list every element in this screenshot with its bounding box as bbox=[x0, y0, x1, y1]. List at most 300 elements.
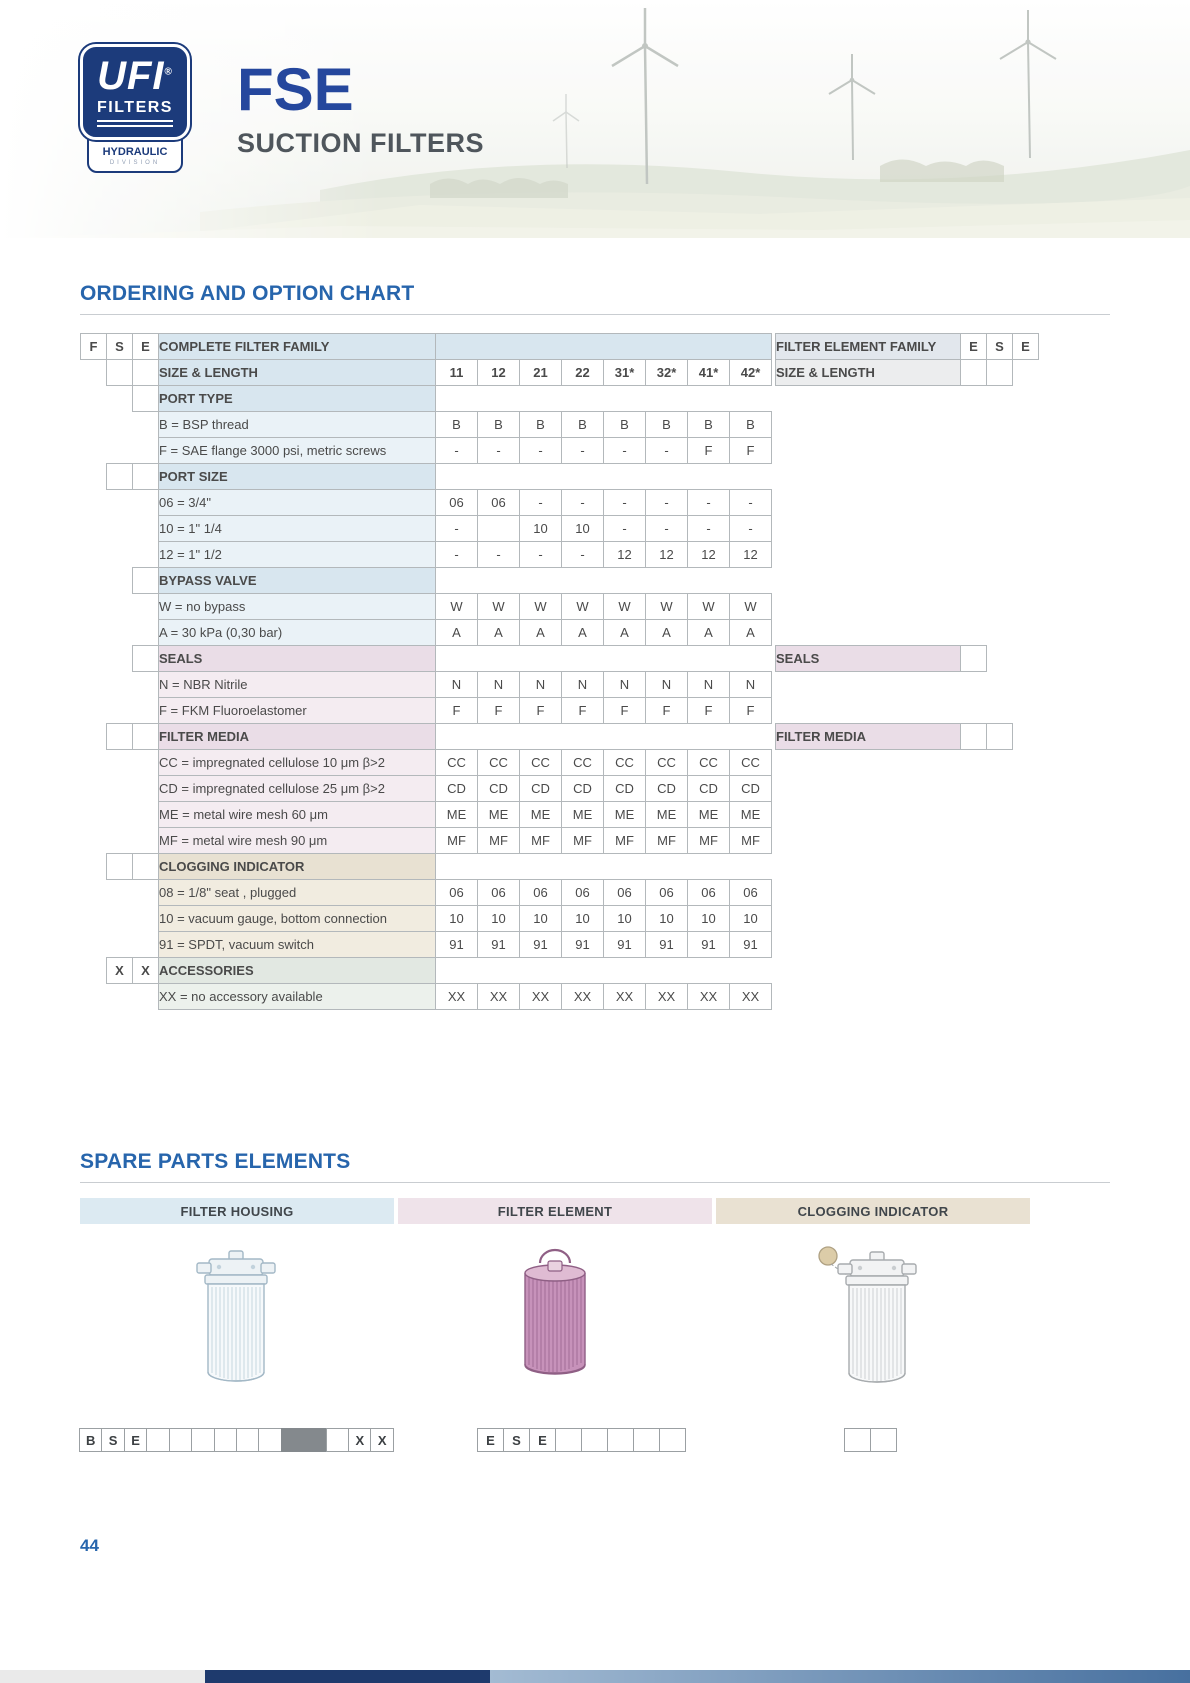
right-size-label: SIZE & LENGTH bbox=[776, 360, 961, 386]
code-cell bbox=[844, 1428, 871, 1452]
slot-spacer bbox=[81, 620, 107, 646]
option-label: W = no bypass bbox=[159, 594, 436, 620]
code-slot bbox=[133, 568, 159, 594]
ufi-logo-brand: UFI® bbox=[97, 54, 173, 98]
right-code-slot bbox=[961, 360, 987, 386]
value-cell: CD bbox=[646, 776, 688, 802]
value-cell: 12 bbox=[730, 542, 772, 568]
code-slot bbox=[107, 360, 133, 386]
chart-row bbox=[81, 386, 1039, 412]
ordering-chart-title: ORDERING AND OPTION CHART bbox=[80, 282, 415, 305]
right-section-label: FILTER MEDIA bbox=[776, 724, 961, 750]
code-cell bbox=[633, 1428, 660, 1452]
slot-spacer bbox=[107, 542, 133, 568]
value-cell: N bbox=[646, 672, 688, 698]
slot-spacer bbox=[133, 516, 159, 542]
slot-spacer bbox=[107, 932, 133, 958]
right-code-slot bbox=[961, 646, 987, 672]
slot-spacer bbox=[81, 516, 107, 542]
value-cell: W bbox=[478, 594, 520, 620]
chart-row bbox=[81, 698, 1039, 724]
value-cell: - bbox=[604, 516, 646, 542]
option-label: F = SAE flange 3000 psi, metric screws bbox=[159, 438, 436, 464]
slot-spacer bbox=[81, 828, 107, 854]
chart-row bbox=[81, 438, 1039, 464]
slot-spacer bbox=[81, 360, 107, 386]
value-cell: W bbox=[688, 594, 730, 620]
section-label: FILTER MEDIA bbox=[159, 724, 436, 750]
right-section-label: SEALS bbox=[776, 646, 961, 672]
slot-spacer bbox=[133, 880, 159, 906]
division-label-bottom: DIVISION bbox=[109, 160, 161, 166]
option-label: B = BSP thread bbox=[159, 412, 436, 438]
value-cell: A bbox=[730, 620, 772, 646]
code-cell bbox=[236, 1428, 259, 1452]
value-cell: W bbox=[730, 594, 772, 620]
size-column-header: 22 bbox=[562, 360, 604, 386]
slot-spacer bbox=[987, 646, 1013, 672]
value-cell: 10 bbox=[646, 906, 688, 932]
option-label: N = NBR Nitrile bbox=[159, 672, 436, 698]
code-cell bbox=[326, 1428, 349, 1452]
option-label: CD = impregnated cellulose 25 μm β>2 bbox=[159, 776, 436, 802]
chart-row bbox=[81, 646, 1039, 672]
value-cell: CD bbox=[730, 776, 772, 802]
chart-row bbox=[81, 620, 1039, 646]
value-cell: 12 bbox=[604, 542, 646, 568]
value-cell: B bbox=[436, 412, 478, 438]
option-label: 10 = vacuum gauge, bottom connection bbox=[159, 906, 436, 932]
value-cell: A bbox=[478, 620, 520, 646]
footer-bar bbox=[0, 1670, 1190, 1683]
blank-right bbox=[776, 750, 1039, 776]
chart-row bbox=[81, 932, 1039, 958]
value-cell: MF bbox=[520, 828, 562, 854]
value-cell: F bbox=[688, 698, 730, 724]
value-cell: ME bbox=[730, 802, 772, 828]
option-label: 10 = 1" 1/4 bbox=[159, 516, 436, 542]
code-cell: S bbox=[101, 1428, 124, 1452]
value-cell: W bbox=[646, 594, 688, 620]
blank-span bbox=[436, 464, 772, 490]
value-cell: 10 bbox=[520, 906, 562, 932]
chart-row bbox=[81, 412, 1039, 438]
slot-spacer bbox=[133, 672, 159, 698]
value-cell: 06 bbox=[604, 880, 646, 906]
value-cell: - bbox=[436, 516, 478, 542]
value-cell: B bbox=[520, 412, 562, 438]
value-cell: W bbox=[604, 594, 646, 620]
option-label: A = 30 kPa (0,30 bar) bbox=[159, 620, 436, 646]
section-label: CLOGGING INDICATOR bbox=[159, 854, 436, 880]
value-cell: 06 bbox=[478, 490, 520, 516]
slot-spacer bbox=[81, 932, 107, 958]
value-cell: B bbox=[478, 412, 520, 438]
value-cell: 06 bbox=[520, 880, 562, 906]
slot-spacer bbox=[81, 984, 107, 1010]
slot-spacer bbox=[107, 568, 133, 594]
title-block bbox=[237, 56, 484, 159]
code-cell bbox=[607, 1428, 634, 1452]
slot-spacer bbox=[107, 984, 133, 1010]
value-cell: - bbox=[646, 438, 688, 464]
blank-right bbox=[776, 984, 1039, 1010]
value-cell: 10 bbox=[730, 906, 772, 932]
slot-spacer bbox=[107, 516, 133, 542]
value-cell: XX bbox=[730, 984, 772, 1010]
blank-right bbox=[776, 620, 1039, 646]
value-cell: CC bbox=[688, 750, 730, 776]
chart-row bbox=[81, 542, 1039, 568]
slot-spacer bbox=[133, 984, 159, 1010]
value-cell: F bbox=[688, 438, 730, 464]
value-cell: - bbox=[688, 516, 730, 542]
value-cell: - bbox=[562, 542, 604, 568]
section-label: COMPLETE FILTER FAMILY bbox=[159, 334, 436, 360]
right-code-slot bbox=[961, 724, 987, 750]
value-cell: W bbox=[562, 594, 604, 620]
slot-spacer bbox=[107, 386, 133, 412]
value-cell: XX bbox=[562, 984, 604, 1010]
slot-spacer bbox=[81, 880, 107, 906]
right-code-slot: E bbox=[1013, 334, 1039, 360]
family-span bbox=[436, 334, 772, 360]
filter-element-image bbox=[398, 1236, 712, 1418]
right-code-slot: E bbox=[961, 334, 987, 360]
blank-right bbox=[776, 828, 1039, 854]
slot-spacer bbox=[133, 828, 159, 854]
chart-row bbox=[81, 672, 1039, 698]
blank-right bbox=[776, 932, 1039, 958]
code-cell bbox=[555, 1428, 582, 1452]
blank-right bbox=[776, 438, 1039, 464]
slot-spacer bbox=[133, 412, 159, 438]
value-cell: - bbox=[604, 490, 646, 516]
value-cell: XX bbox=[604, 984, 646, 1010]
value-cell: - bbox=[562, 438, 604, 464]
slot-spacer bbox=[107, 646, 133, 672]
code-slot bbox=[133, 646, 159, 672]
slot-spacer bbox=[133, 802, 159, 828]
value-cell: N bbox=[688, 672, 730, 698]
code-cell: X bbox=[370, 1428, 393, 1452]
slot-spacer bbox=[81, 542, 107, 568]
value-cell: - bbox=[562, 490, 604, 516]
right-family-label: FILTER ELEMENT FAMILY bbox=[776, 334, 961, 360]
value-cell: XX bbox=[688, 984, 730, 1010]
blank-right bbox=[776, 698, 1039, 724]
slot-spacer bbox=[133, 932, 159, 958]
blank-span bbox=[436, 724, 772, 750]
clogging-indicator-illustration bbox=[806, 1242, 941, 1412]
size-column-header: 42* bbox=[730, 360, 772, 386]
blank-right bbox=[776, 542, 1039, 568]
value-cell: 91 bbox=[520, 932, 562, 958]
value-cell: 06 bbox=[436, 880, 478, 906]
code-cell bbox=[169, 1428, 192, 1452]
blank-right bbox=[776, 594, 1039, 620]
value-cell: - bbox=[730, 490, 772, 516]
spare-col-filter-element bbox=[398, 1198, 712, 1452]
slot-spacer bbox=[133, 698, 159, 724]
value-cell: CC bbox=[520, 750, 562, 776]
value-cell: ME bbox=[436, 802, 478, 828]
value-cell: CC bbox=[604, 750, 646, 776]
footer-segment-blue bbox=[490, 1670, 1190, 1683]
value-cell: XX bbox=[646, 984, 688, 1010]
code-slot: F bbox=[81, 334, 107, 360]
value-cell: MF bbox=[562, 828, 604, 854]
slot-spacer bbox=[107, 802, 133, 828]
value-cell: CD bbox=[562, 776, 604, 802]
value-cell: - bbox=[478, 542, 520, 568]
code-cell: S bbox=[503, 1428, 530, 1452]
slot-spacer bbox=[133, 620, 159, 646]
page-number: 44 bbox=[80, 1536, 99, 1555]
code-cell-filled bbox=[281, 1428, 304, 1452]
value-cell: CC bbox=[562, 750, 604, 776]
section-label: SIZE & LENGTH bbox=[159, 360, 436, 386]
value-cell: 10 bbox=[478, 906, 520, 932]
blank-span bbox=[436, 568, 772, 594]
value-cell: 10 bbox=[688, 906, 730, 932]
size-column-header: 32* bbox=[646, 360, 688, 386]
slot-spacer bbox=[81, 412, 107, 438]
blank-right bbox=[776, 854, 1039, 880]
value-cell: N bbox=[520, 672, 562, 698]
value-cell: CC bbox=[478, 750, 520, 776]
value-cell: F bbox=[436, 698, 478, 724]
code-cell bbox=[214, 1428, 237, 1452]
value-cell: ME bbox=[520, 802, 562, 828]
value-cell: ME bbox=[478, 802, 520, 828]
division-label-top: HYDRAULIC bbox=[102, 146, 168, 158]
blank-right bbox=[776, 880, 1039, 906]
slot-spacer bbox=[107, 490, 133, 516]
slot-spacer bbox=[107, 672, 133, 698]
chart-row bbox=[81, 334, 1039, 360]
option-label: CC = impregnated cellulose 10 μm β>2 bbox=[159, 750, 436, 776]
code-cell bbox=[146, 1428, 169, 1452]
ordering-table bbox=[80, 333, 1039, 1010]
value-cell: - bbox=[520, 438, 562, 464]
value-cell: W bbox=[520, 594, 562, 620]
spare-parts-title: SPARE PARTS ELEMENTS bbox=[80, 1150, 351, 1173]
section-label: ACCESSORIES bbox=[159, 958, 436, 984]
section-label: SEALS bbox=[159, 646, 436, 672]
slot-spacer bbox=[81, 776, 107, 802]
code-cell: E bbox=[124, 1428, 147, 1452]
value-cell: 91 bbox=[646, 932, 688, 958]
chart-row bbox=[81, 568, 1039, 594]
code-slot: S bbox=[107, 334, 133, 360]
section-label: PORT SIZE bbox=[159, 464, 436, 490]
value-cell: MF bbox=[478, 828, 520, 854]
slot-spacer bbox=[81, 490, 107, 516]
value-cell: F bbox=[604, 698, 646, 724]
code-cell: X bbox=[348, 1428, 371, 1452]
code-cell: B bbox=[79, 1428, 102, 1452]
value-cell: A bbox=[436, 620, 478, 646]
chart-row bbox=[81, 906, 1039, 932]
slot-spacer bbox=[133, 490, 159, 516]
option-label: F = FKM Fluoroelastomer bbox=[159, 698, 436, 724]
ufi-logo-badge bbox=[80, 44, 190, 140]
value-cell: B bbox=[730, 412, 772, 438]
slot-spacer bbox=[107, 776, 133, 802]
code-cell-filled bbox=[303, 1428, 326, 1452]
blank-right bbox=[776, 412, 1039, 438]
value-cell: XX bbox=[478, 984, 520, 1010]
ufi-logo-lines bbox=[89, 120, 181, 127]
chart-row bbox=[81, 724, 1039, 750]
value-cell: N bbox=[436, 672, 478, 698]
value-cell: 10 bbox=[520, 516, 562, 542]
value-cell: - bbox=[520, 542, 562, 568]
value-cell: 91 bbox=[436, 932, 478, 958]
blank-right bbox=[776, 568, 1039, 594]
spare-col-filter-housing bbox=[80, 1198, 394, 1452]
value-cell: 91 bbox=[604, 932, 646, 958]
filter-housing-code-strip bbox=[80, 1428, 394, 1452]
value-cell: ME bbox=[562, 802, 604, 828]
clogging-indicator-image bbox=[716, 1236, 1030, 1418]
divider bbox=[80, 314, 1110, 315]
value-cell: - bbox=[520, 490, 562, 516]
value-cell: CD bbox=[604, 776, 646, 802]
value-cell: F bbox=[520, 698, 562, 724]
value-cell: F bbox=[730, 438, 772, 464]
value-cell: - bbox=[436, 438, 478, 464]
slot-spacer bbox=[81, 958, 107, 984]
size-column-header: 12 bbox=[478, 360, 520, 386]
value-cell: N bbox=[562, 672, 604, 698]
footer-segment-light bbox=[0, 1670, 205, 1683]
size-column-header: 41* bbox=[688, 360, 730, 386]
value-cell: CD bbox=[520, 776, 562, 802]
code-slot: X bbox=[107, 958, 133, 984]
value-cell: A bbox=[562, 620, 604, 646]
value-cell: - bbox=[646, 516, 688, 542]
code-cell bbox=[581, 1428, 608, 1452]
filter-element-code-strip bbox=[478, 1428, 712, 1452]
value-cell: 12 bbox=[646, 542, 688, 568]
slot-spacer bbox=[107, 698, 133, 724]
value-cell: F bbox=[562, 698, 604, 724]
slot-spacer bbox=[81, 594, 107, 620]
blank-span bbox=[436, 854, 772, 880]
slot-spacer bbox=[81, 568, 107, 594]
right-code-slot bbox=[987, 360, 1013, 386]
slot-spacer bbox=[133, 542, 159, 568]
value-cell: 06 bbox=[478, 880, 520, 906]
slot-spacer bbox=[107, 750, 133, 776]
code-slot bbox=[133, 464, 159, 490]
chart-row bbox=[81, 776, 1039, 802]
value-cell: MF bbox=[646, 828, 688, 854]
filter-element-illustration bbox=[493, 1247, 618, 1407]
footer-segment-navy bbox=[205, 1670, 490, 1683]
slot-spacer bbox=[81, 854, 107, 880]
value-cell: CD bbox=[688, 776, 730, 802]
code-slot bbox=[133, 360, 159, 386]
value-cell: XX bbox=[436, 984, 478, 1010]
value-cell: A bbox=[604, 620, 646, 646]
value-cell: A bbox=[520, 620, 562, 646]
right-code-slot: S bbox=[987, 334, 1013, 360]
value-cell: B bbox=[646, 412, 688, 438]
value-cell: - bbox=[730, 516, 772, 542]
chart-row bbox=[81, 854, 1039, 880]
slot-spacer bbox=[107, 906, 133, 932]
spare-parts-section bbox=[80, 1150, 1110, 1452]
value-cell bbox=[478, 516, 520, 542]
size-column-header: 31* bbox=[604, 360, 646, 386]
value-cell: A bbox=[646, 620, 688, 646]
code-slot bbox=[107, 724, 133, 750]
chart-row bbox=[81, 750, 1039, 776]
value-cell: MF bbox=[436, 828, 478, 854]
option-label: 91 = SPDT, vacuum switch bbox=[159, 932, 436, 958]
code-slot: E bbox=[133, 334, 159, 360]
product-code: FSE bbox=[237, 56, 354, 123]
slot-spacer bbox=[107, 412, 133, 438]
code-slot bbox=[133, 854, 159, 880]
chart-row bbox=[81, 594, 1039, 620]
chart-row bbox=[81, 360, 1039, 386]
blank-right bbox=[776, 906, 1039, 932]
slot-spacer bbox=[81, 438, 107, 464]
code-cell: E bbox=[529, 1428, 556, 1452]
value-cell: CC bbox=[646, 750, 688, 776]
value-cell: - bbox=[604, 438, 646, 464]
option-label: ME = metal wire mesh 60 μm bbox=[159, 802, 436, 828]
option-label: 06 = 3/4" bbox=[159, 490, 436, 516]
chart-row bbox=[81, 516, 1039, 542]
value-cell: B bbox=[562, 412, 604, 438]
filter-housing-header: FILTER HOUSING bbox=[80, 1198, 394, 1224]
blank-right bbox=[776, 802, 1039, 828]
value-cell: 06 bbox=[646, 880, 688, 906]
spare-parts-grid bbox=[80, 1198, 1030, 1452]
code-slot bbox=[133, 386, 159, 412]
registered-mark: ® bbox=[164, 66, 173, 78]
slot-spacer bbox=[81, 672, 107, 698]
option-label: MF = metal wire mesh 90 μm bbox=[159, 828, 436, 854]
slot-spacer bbox=[1013, 646, 1039, 672]
value-cell: CD bbox=[436, 776, 478, 802]
slot-spacer bbox=[133, 776, 159, 802]
slot-spacer bbox=[81, 750, 107, 776]
size-column-header: 21 bbox=[520, 360, 562, 386]
value-cell: 10 bbox=[436, 906, 478, 932]
filter-element-header: FILTER ELEMENT bbox=[398, 1198, 712, 1224]
code-slot: X bbox=[133, 958, 159, 984]
value-cell: B bbox=[688, 412, 730, 438]
right-code-slot bbox=[987, 724, 1013, 750]
code-slot bbox=[133, 724, 159, 750]
value-cell: 06 bbox=[688, 880, 730, 906]
divider bbox=[80, 1182, 1110, 1183]
filter-housing-image bbox=[80, 1236, 394, 1418]
blank-right bbox=[776, 386, 1039, 412]
option-label: 08 = 1/8" seat , plugged bbox=[159, 880, 436, 906]
chart-row bbox=[81, 802, 1039, 828]
filter-housing-illustration bbox=[175, 1247, 300, 1407]
value-cell: CD bbox=[478, 776, 520, 802]
value-cell: CC bbox=[436, 750, 478, 776]
slot-spacer bbox=[1013, 724, 1039, 750]
